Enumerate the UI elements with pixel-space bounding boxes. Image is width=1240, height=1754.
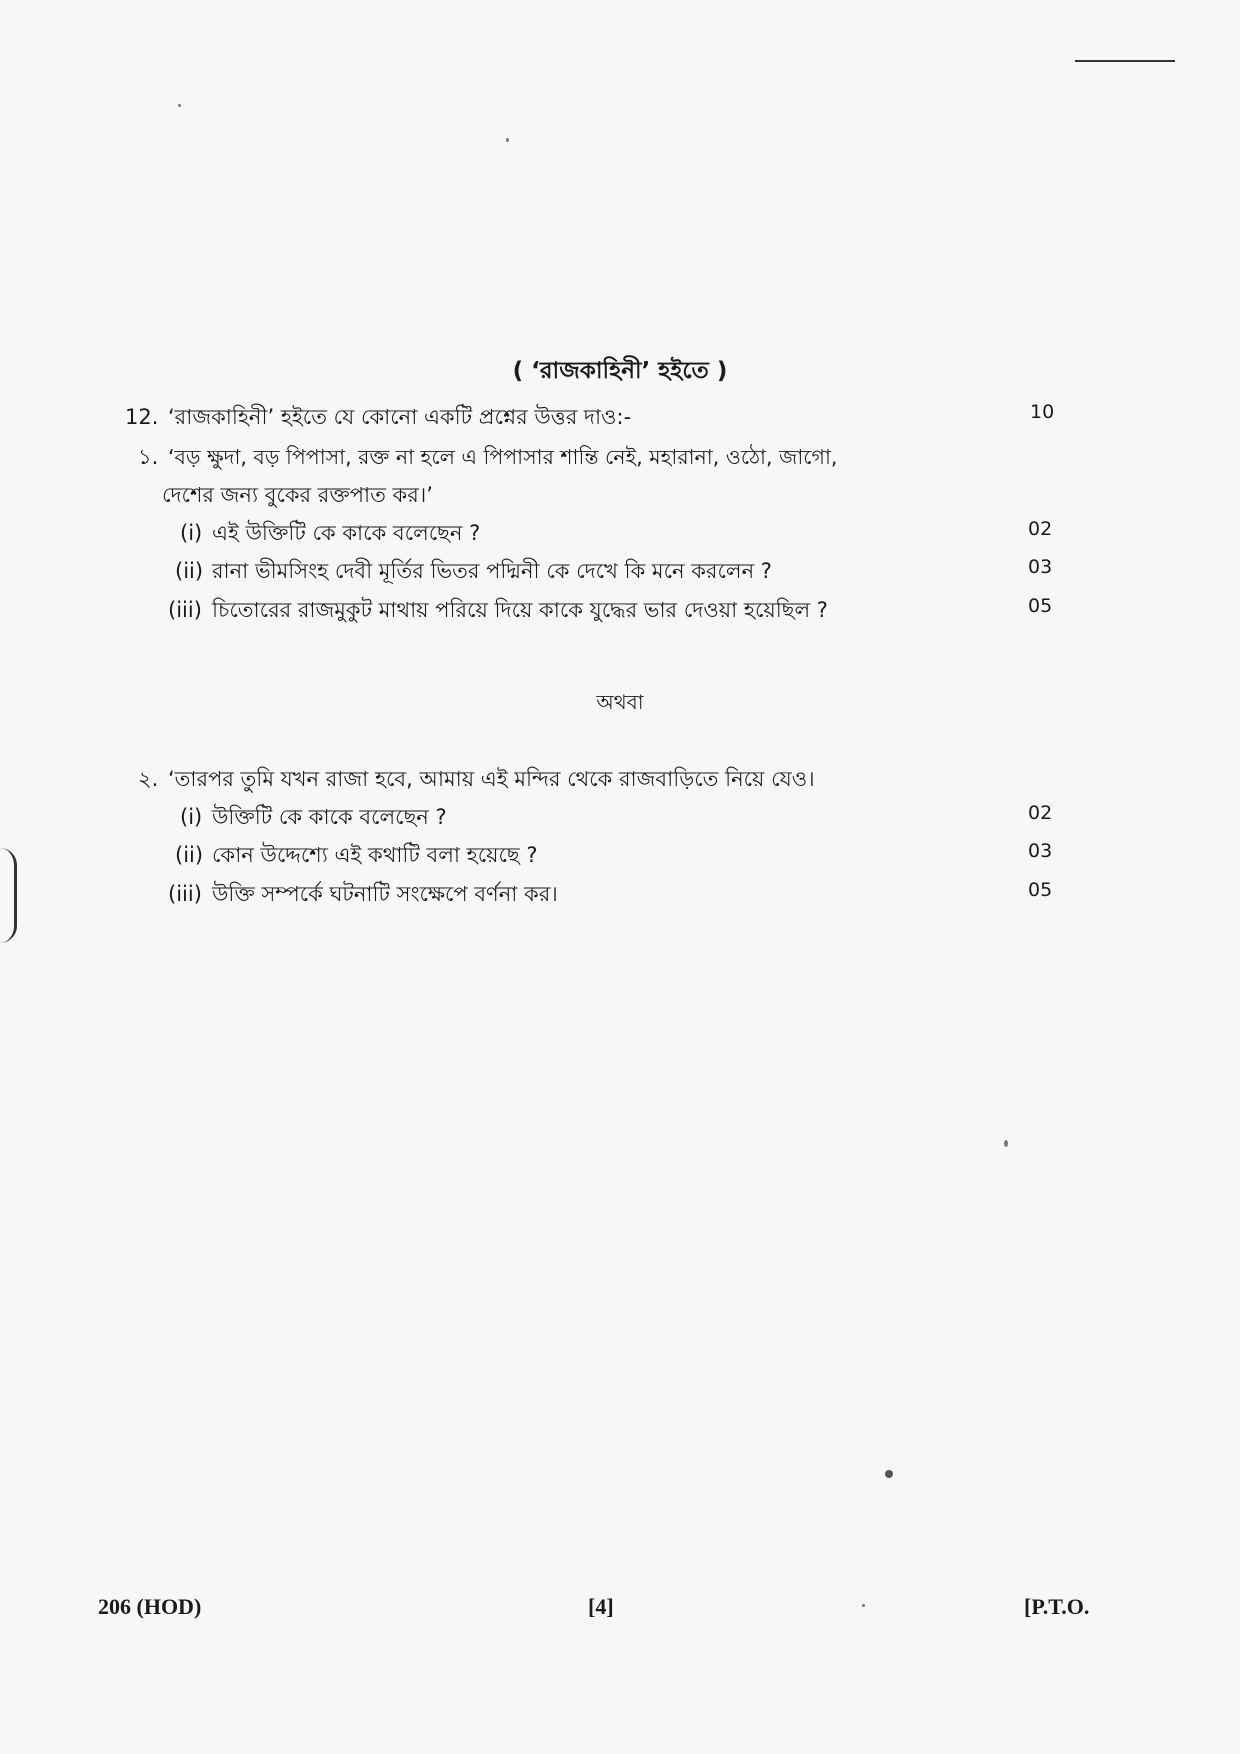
option1-quote-line1: ‘বড় ক্ষুদা, বড় পিপাসা, রক্ত না হলে এ পিপাসার শান্তি নেই, মহারানা, ওঠো, জাগো, bbox=[168, 445, 838, 469]
option1-sub-marks: 05 bbox=[1028, 595, 1053, 617]
or-separator: অথবা bbox=[596, 690, 644, 714]
option1-sub-label: (i) bbox=[180, 521, 203, 545]
option1-sub-text: রানা ভীমসিংহ দেবী মূর্তির ভিতর পদ্মিনী কে দেখে কি মনে করলেন ? bbox=[212, 559, 772, 583]
scan-edge-mark bbox=[0, 848, 17, 943]
question-marks: 10 bbox=[1030, 401, 1055, 423]
option2-quote: ‘তারপর তুমি যখন রাজা হবে, আমায় এই মন্দির থেকে রাজবাড়িতে নিয়ে যেও। bbox=[168, 767, 815, 791]
option2-sub-label: (ii) bbox=[175, 843, 204, 867]
scan-speck bbox=[506, 138, 509, 142]
paper-code: 206 (HOD) bbox=[98, 1594, 202, 1619]
scan-speck bbox=[885, 1470, 893, 1478]
question-prompt: ‘রাজকাহিনী’ হইতে যে কোনো একটি প্রশ্নের উত্তর দাও:- bbox=[168, 405, 632, 429]
option1-number: ১. bbox=[138, 445, 159, 469]
option1-sub-marks: 02 bbox=[1028, 518, 1053, 540]
option2-sub-text: কোন উদ্দেশ্যে এই কথাটি বলা হয়েছে ? bbox=[212, 843, 538, 867]
option1-sub-text: এই উক্তিটি কে কাকে বলেছেন ? bbox=[212, 521, 481, 545]
scan-speck bbox=[178, 104, 181, 107]
option2-number: ২. bbox=[138, 767, 159, 791]
page-number: [4] bbox=[588, 1594, 614, 1619]
scan-speck bbox=[1004, 1140, 1008, 1147]
option1-sub-label: (ii) bbox=[175, 559, 204, 583]
option2-sub-label: (i) bbox=[180, 805, 203, 829]
scan-mark bbox=[1075, 60, 1175, 62]
option2-sub-marks: 05 bbox=[1028, 879, 1053, 901]
option2-sub-label: (iii) bbox=[168, 882, 202, 906]
please-turn-over: [P.T.O. bbox=[1024, 1594, 1090, 1619]
option1-sub-marks: 03 bbox=[1028, 556, 1053, 578]
option1-sub-text: চিতোরের রাজমুকুট মাথায় পরিয়ে দিয়ে কাকে যুদ্ধের ভার দেওয়া হয়েছিল ? bbox=[212, 598, 828, 622]
option1-quote-line2: দেশের জন্য বুকের রক্তপাত কর।’ bbox=[162, 483, 433, 507]
option1-sub-label: (iii) bbox=[168, 598, 202, 622]
section-title: ( ‘রাজকাহিনী’ হইতে ) bbox=[512, 358, 728, 384]
option2-sub-marks: 03 bbox=[1028, 840, 1053, 862]
option2-sub-marks: 02 bbox=[1028, 802, 1053, 824]
option2-sub-text: উক্তিটি কে কাকে বলেছেন ? bbox=[212, 805, 447, 829]
question-number: 12. bbox=[125, 405, 159, 429]
option2-sub-text: উক্তি সম্পর্কে ঘটনাটি সংক্ষেপে বর্ণনা কর। bbox=[212, 882, 558, 906]
scan-speck bbox=[862, 1604, 865, 1607]
